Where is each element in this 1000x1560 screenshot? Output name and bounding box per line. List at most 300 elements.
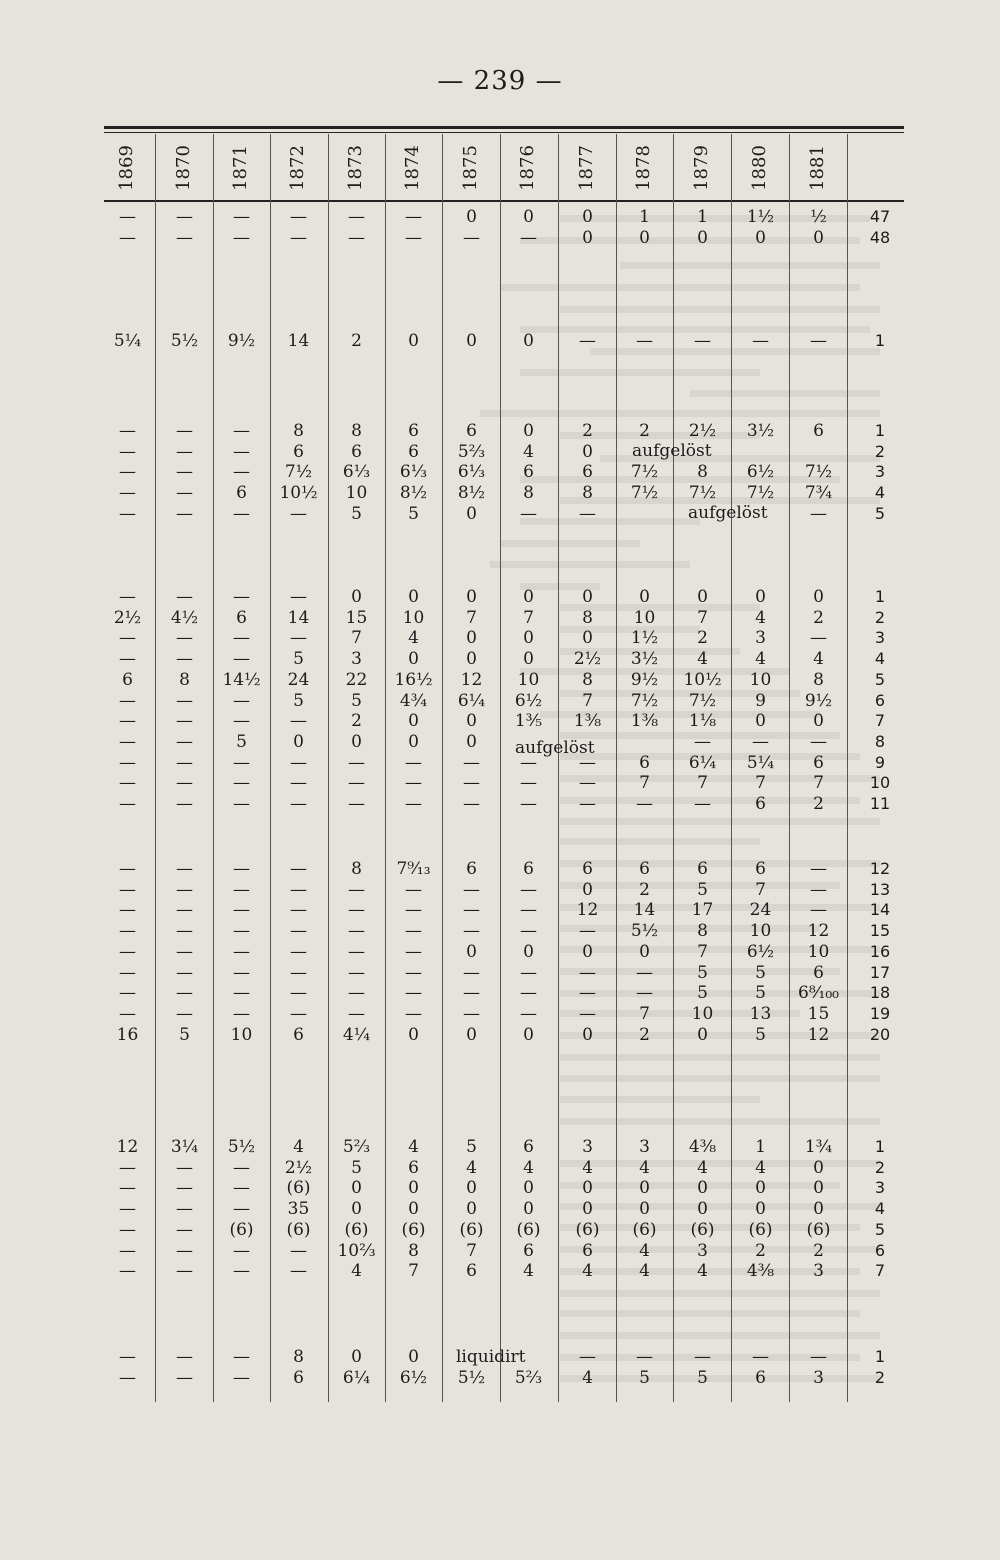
table-cell: —	[348, 962, 365, 983]
table-cell: —	[810, 628, 827, 649]
table-cell: —	[176, 587, 193, 607]
table-cell: —	[520, 752, 537, 773]
table-cell: 8	[408, 1240, 419, 1261]
table-cell: —	[119, 1240, 136, 1261]
table-cell: —	[520, 983, 537, 1004]
table-cell: 0	[466, 1178, 477, 1199]
table-cell: —	[579, 331, 596, 351]
table-cell: 8	[351, 421, 362, 441]
table-cell: —	[233, 711, 250, 732]
table-cell: 6½	[746, 941, 775, 962]
table-cell: 0	[408, 649, 419, 670]
table-cell: (6)	[516, 1219, 541, 1240]
table-cell: 5½	[170, 331, 199, 351]
table-cell: —	[176, 859, 193, 879]
table-cell: —	[810, 1347, 827, 1367]
table-cell: 0	[813, 587, 824, 607]
table-cell: —	[176, 462, 193, 483]
table-cell: 0	[466, 649, 477, 670]
table-cell: 8	[697, 462, 708, 483]
table-cell: —	[348, 1003, 365, 1024]
table-cell: 10½	[279, 483, 318, 504]
table-cell: 5	[236, 731, 247, 752]
table-cell: 4	[582, 1261, 593, 1282]
table-cell: —	[290, 983, 307, 1004]
table-cell: 5	[351, 1157, 362, 1178]
table-cell: 2½	[573, 649, 602, 670]
table-cell: 4	[582, 1367, 593, 1388]
table-cell: 0	[639, 1178, 650, 1199]
table-cell: —	[176, 900, 193, 921]
table-cell: 5½	[457, 1367, 486, 1388]
row-number: 10	[869, 773, 891, 793]
table-cell: —	[119, 794, 136, 814]
table-cell: 0	[408, 1347, 419, 1367]
table-cell: 6	[466, 1261, 477, 1282]
table-cell: —	[119, 1219, 136, 1240]
table-cell: 0	[813, 227, 824, 248]
year-header: 1877	[576, 145, 597, 191]
table-cell: 12	[116, 1137, 139, 1157]
table-cell: 8	[813, 669, 824, 690]
table-cell: —	[520, 794, 537, 814]
table-cell: 4	[639, 1261, 650, 1282]
table-cell: —	[290, 503, 307, 524]
table-cell: 0	[697, 1178, 708, 1199]
table-cell: —	[520, 503, 537, 524]
table-cell: 4	[639, 1240, 650, 1261]
table-cell: —	[119, 941, 136, 962]
table-cell: 7	[408, 1261, 419, 1282]
table-cell: —	[520, 1003, 537, 1024]
table-cell: 0	[523, 207, 534, 227]
table-cell: 6	[293, 441, 304, 462]
table-cell: —	[290, 587, 307, 607]
status-note: aufgelöst	[632, 441, 712, 461]
table-cell: —	[579, 983, 596, 1004]
table-cell: 5	[697, 962, 708, 983]
bleed-through-line	[480, 410, 880, 417]
table-cell: —	[119, 1347, 136, 1367]
table-cell: —	[405, 752, 422, 773]
table-cell: 6	[408, 421, 419, 441]
table-cell: 8	[293, 1347, 304, 1367]
table-cell: 7	[639, 1003, 650, 1024]
table-cell: 0	[523, 331, 534, 351]
table-cell: —	[233, 690, 250, 711]
table-cell: 6½	[746, 462, 775, 483]
top-rule	[104, 126, 904, 129]
table-cell: 4	[639, 1157, 650, 1178]
table-cell: —	[176, 794, 193, 814]
table-cell: —	[233, 962, 250, 983]
table-cell: —	[348, 983, 365, 1004]
table-cell: —	[290, 711, 307, 732]
table-cell: —	[176, 1157, 193, 1178]
table-cell: 7	[639, 773, 650, 794]
year-header: 1881	[807, 145, 828, 191]
table-cell: —	[176, 207, 193, 227]
table-cell: —	[348, 752, 365, 773]
table-cell: 3½	[630, 649, 659, 670]
table-cell: 7½	[804, 462, 833, 483]
row-number: 4	[874, 483, 886, 503]
table-cell: (6)	[286, 1219, 311, 1240]
table-cell: 10	[807, 941, 830, 962]
bleed-through-line	[560, 1290, 880, 1297]
top-rule-thin	[104, 132, 904, 133]
bleed-through-line	[690, 390, 880, 397]
table-cell: 5	[179, 1024, 190, 1045]
table-cell: 5	[408, 503, 419, 524]
table-cell: 5	[697, 879, 708, 900]
table-cell: (6)	[401, 1219, 426, 1240]
table-cell: 5⅔	[342, 1137, 371, 1157]
table-cell: —	[463, 983, 480, 1004]
table-cell: —	[290, 1261, 307, 1282]
table-cell: 7⁹⁄₁₃	[396, 859, 431, 879]
row-number: 2	[874, 1367, 886, 1387]
table-cell: 13	[749, 1003, 772, 1024]
table-cell: —	[463, 752, 480, 773]
status-note: aufgelöst	[515, 738, 595, 758]
table-cell: 5⅔	[457, 441, 486, 462]
table-cell: 15	[807, 1003, 830, 1024]
table-cell: —	[520, 921, 537, 942]
table-cell: 6	[293, 1367, 304, 1388]
table-cell: 7	[523, 607, 534, 628]
table-cell: —	[119, 503, 136, 524]
table-cell: —	[463, 879, 480, 900]
table-cell: —	[348, 773, 365, 794]
table-cell: 4	[523, 1261, 534, 1282]
year-header: 1876	[517, 145, 538, 191]
table-cell: 0	[523, 1199, 534, 1220]
year-header: 1874	[402, 145, 423, 191]
table-cell: 4	[523, 1157, 534, 1178]
table-cell: 0	[408, 1024, 419, 1045]
table-cell: 5	[755, 962, 766, 983]
table-cell: 4	[408, 628, 419, 649]
row-number: 1	[874, 1347, 886, 1366]
year-header: 1869	[116, 145, 137, 191]
bleed-through-line	[490, 561, 690, 568]
table-cell: —	[520, 773, 537, 794]
table-cell: —	[119, 962, 136, 983]
row-number: 17	[869, 962, 891, 982]
table-cell: —	[290, 794, 307, 814]
table-cell: 5	[639, 1367, 650, 1388]
table-cell: 0	[466, 207, 477, 227]
table-cell: 10	[230, 1024, 253, 1045]
table-cell: —	[579, 773, 596, 794]
table-cell: 6¼	[688, 752, 717, 773]
table-cell: 3	[813, 1261, 824, 1282]
table-cell: 6	[582, 859, 593, 879]
table-cell: 4	[351, 1261, 362, 1282]
table-cell: —	[463, 227, 480, 248]
row-number: 18	[869, 983, 891, 1003]
table-cell: —	[290, 962, 307, 983]
table-cell: 6	[523, 859, 534, 879]
table-cell: —	[290, 628, 307, 649]
row-number: 1	[874, 331, 886, 350]
table-cell: 4	[582, 1157, 593, 1178]
table-cell: 8	[523, 483, 534, 504]
table-cell: 6	[582, 462, 593, 483]
table-cell: 2	[639, 1024, 650, 1045]
table-cell: 0	[755, 1199, 766, 1220]
table-cell: 5	[755, 1024, 766, 1045]
table-cell: —	[119, 421, 136, 441]
table-cell: —	[405, 921, 422, 942]
table-cell: 0	[582, 1178, 593, 1199]
bleed-through-line	[520, 369, 760, 376]
table-cell: —	[176, 1219, 193, 1240]
table-cell: —	[233, 983, 250, 1004]
table-cell: —	[233, 628, 250, 649]
year-header: 1871	[230, 145, 251, 191]
page-number: — 239 —	[437, 66, 563, 96]
table-cell: 4	[697, 1157, 708, 1178]
table-cell: 2	[813, 1240, 824, 1261]
row-number: 1	[874, 587, 886, 606]
table-cell: 12	[576, 900, 599, 921]
table-cell: —	[290, 227, 307, 248]
table-cell: —	[233, 859, 250, 879]
table-cell: —	[176, 227, 193, 248]
status-note: liquidirt	[456, 1347, 526, 1367]
table-cell: 10	[402, 607, 425, 628]
table-cell: 0	[351, 587, 362, 607]
table-cell: —	[233, 921, 250, 942]
table-cell: 6	[639, 859, 650, 879]
table-cell: 8½	[399, 483, 428, 504]
table-cell: 0	[523, 1024, 534, 1045]
table-cell: —	[405, 773, 422, 794]
table-cell: 0	[351, 731, 362, 752]
table-cell: 4	[466, 1157, 477, 1178]
table-cell: (6)	[229, 1219, 254, 1240]
table-cell: 0	[408, 1178, 419, 1199]
table-cell: 0	[466, 331, 477, 351]
table-cell: —	[176, 879, 193, 900]
table-cell: —	[119, 731, 136, 752]
table-cell: 1⅗	[514, 711, 543, 732]
table-cell: 0	[523, 628, 534, 649]
table-cell: 1⅛	[688, 711, 717, 732]
table-cell: 0	[813, 711, 824, 732]
table-cell: 10½	[683, 669, 722, 690]
table-cell: 1½	[630, 628, 659, 649]
table-cell: —	[176, 962, 193, 983]
table-cell: —	[176, 773, 193, 794]
bleed-through-line	[560, 1054, 880, 1061]
table-cell: —	[290, 752, 307, 773]
table-cell: 0	[466, 628, 477, 649]
table-cell: 3	[813, 1367, 824, 1388]
table-cell: —	[290, 941, 307, 962]
table-cell: 3	[351, 649, 362, 670]
bleed-through-line	[560, 1310, 860, 1317]
table-cell: 0	[466, 941, 477, 962]
table-cell: —	[694, 794, 711, 814]
year-header: 1879	[691, 145, 712, 191]
table-cell: —	[290, 921, 307, 942]
row-number: 2	[874, 607, 886, 627]
year-header: 1873	[345, 145, 366, 191]
table-cell: 5	[755, 983, 766, 1004]
row-number: 3	[874, 462, 886, 482]
table-cell: 5⅔	[514, 1367, 543, 1388]
table-cell: 2½	[688, 421, 717, 441]
table-cell: 6⁸⁄₁₀₀	[798, 983, 839, 1004]
table-cell: 0	[813, 1157, 824, 1178]
table-cell: —	[290, 773, 307, 794]
year-header: 1872	[287, 145, 308, 191]
table-cell: —	[405, 1003, 422, 1024]
table-cell: 6	[523, 462, 534, 483]
table-cell: —	[636, 983, 653, 1004]
table-cell: 0	[523, 1178, 534, 1199]
table-cell: —	[463, 962, 480, 983]
table-cell: 12	[807, 921, 830, 942]
table-cell: —	[636, 1347, 653, 1367]
row-number: 3	[874, 628, 886, 648]
table-cell: —	[636, 794, 653, 814]
table-cell: 35	[287, 1199, 310, 1220]
table-cell: —	[810, 331, 827, 351]
table-cell: 5½	[630, 921, 659, 942]
table-cell: 2	[755, 1240, 766, 1261]
table-cell: 0	[697, 1199, 708, 1220]
table-cell: —	[348, 227, 365, 248]
table-cell: 7	[466, 1240, 477, 1261]
row-number: 8	[874, 731, 886, 751]
table-cell: 0	[582, 587, 593, 607]
table-cell: —	[119, 859, 136, 879]
table-cell: 0	[466, 1199, 477, 1220]
table-cell: 0	[408, 587, 419, 607]
table-cell: 0	[697, 1024, 708, 1045]
table-cell: 10	[517, 669, 540, 690]
table-cell: —	[348, 207, 365, 227]
table-cell: —	[176, 483, 193, 504]
table-cell: 3	[755, 628, 766, 649]
table-cell: —	[176, 711, 193, 732]
table-cell: 0	[408, 711, 419, 732]
table-cell: —	[348, 921, 365, 942]
table-cell: 6	[408, 441, 419, 462]
table-cell: 4⅜	[746, 1261, 775, 1282]
table-cell: (6)	[632, 1219, 657, 1240]
table-cell: 6	[813, 752, 824, 773]
table-cell: 0	[582, 207, 593, 227]
table-cell: 12	[460, 669, 483, 690]
table-cell: 6⅓	[457, 462, 486, 483]
table-cell: (6)	[344, 1219, 369, 1240]
row-number: 7	[874, 1261, 886, 1281]
row-number: 20	[869, 1024, 891, 1044]
table-cell: 0	[408, 1199, 419, 1220]
table-cell: —	[290, 900, 307, 921]
table-cell: 2	[813, 607, 824, 628]
table-cell: 4¾	[399, 690, 428, 711]
table-cell: 4	[813, 649, 824, 670]
table-cell: —	[119, 1261, 136, 1282]
table-cell: 0	[582, 1024, 593, 1045]
table-cell: —	[694, 1347, 711, 1367]
table-cell: 6	[408, 1157, 419, 1178]
table-cell: —	[405, 794, 422, 814]
table-cell: —	[119, 983, 136, 1004]
table-cell: —	[520, 227, 537, 248]
table-cell: 6	[466, 859, 477, 879]
table-cell: 7	[755, 773, 766, 794]
year-header: 1878	[633, 145, 654, 191]
bleed-through-line	[500, 540, 640, 547]
table-cell: (6)	[748, 1219, 773, 1240]
bleed-through-line	[560, 1332, 880, 1339]
table-cell: —	[233, 900, 250, 921]
table-cell: —	[810, 731, 827, 752]
table-cell: 2	[639, 879, 650, 900]
table-cell: (6)	[806, 1219, 831, 1240]
table-cell: —	[233, 794, 250, 814]
table-cell: —	[233, 1367, 250, 1388]
row-number: 13	[869, 879, 891, 899]
table-cell: 4	[697, 649, 708, 670]
table-cell: 5¼	[113, 331, 142, 351]
table-cell: 6	[755, 859, 766, 879]
table-cell: 8	[582, 607, 593, 628]
table-cell: —	[176, 983, 193, 1004]
table-cell: 4	[755, 607, 766, 628]
bleed-through-line	[560, 818, 880, 825]
table-cell: 4	[523, 441, 534, 462]
table-cell: 3	[697, 1240, 708, 1261]
table-cell: 5	[351, 690, 362, 711]
table-cell: 7½	[284, 462, 313, 483]
table-cell: —	[119, 483, 136, 504]
table-cell: 0	[639, 941, 650, 962]
table-cell: 0	[523, 587, 534, 607]
table-cell: —	[290, 879, 307, 900]
table-cell: 4	[697, 1261, 708, 1282]
table-cell: —	[233, 879, 250, 900]
table-cell: —	[579, 1003, 596, 1024]
table-cell: 0	[639, 227, 650, 248]
row-number: 11	[869, 794, 891, 813]
table-cell: 4⅜	[688, 1137, 717, 1157]
table-cell: —	[176, 1178, 193, 1199]
table-cell: 2	[582, 421, 593, 441]
table-cell: 0	[523, 421, 534, 441]
row-number: 48	[869, 227, 891, 247]
table-cell: 10⅔	[337, 1240, 376, 1261]
table-cell: —	[290, 859, 307, 879]
table-cell: 8	[179, 669, 190, 690]
table-cell: 2	[351, 711, 362, 732]
table-cell: 9½	[630, 669, 659, 690]
table-cell: —	[119, 773, 136, 794]
table-cell: —	[520, 962, 537, 983]
table-cell: —	[119, 879, 136, 900]
row-number: 19	[869, 1003, 891, 1023]
table-cell: 0	[466, 503, 477, 524]
table-cell: 0	[582, 628, 593, 649]
table-cell: 1½	[746, 207, 775, 227]
